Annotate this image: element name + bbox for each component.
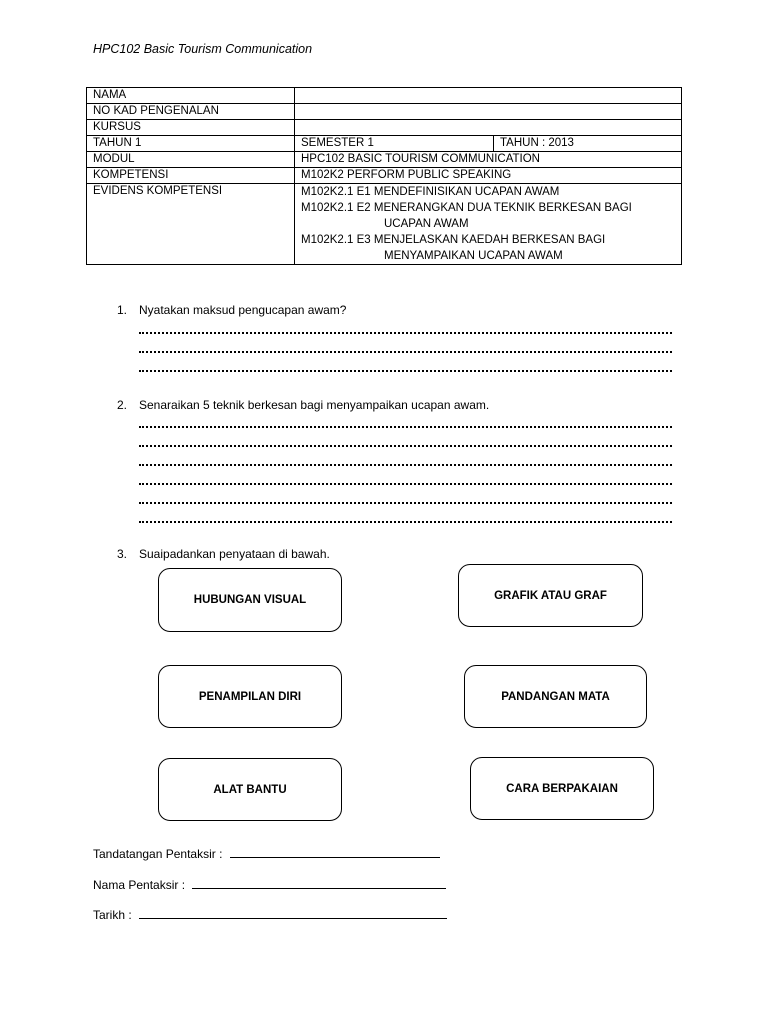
kompetensi-label: KOMPETENSI: [87, 168, 295, 184]
student-info-table: [86, 87, 682, 265]
question-text: Suaipadankan penyataan di bawah.: [139, 547, 330, 561]
semester-cell: SEMESTER 1: [295, 136, 494, 152]
evidens-line: MENYAMPAIKAN UCAPAN AWAM: [384, 250, 563, 262]
kursus-label: KURSUS: [87, 120, 295, 136]
match-box-right-3[interactable]: CARA BERPAKAIAN: [470, 757, 654, 820]
question-number: 3.: [117, 547, 128, 561]
question-text: Senaraikan 5 teknik berkesan bagi menyampaikan ucapan awam.: [139, 398, 490, 412]
evidens-value: [295, 184, 682, 265]
table-row: [87, 104, 682, 120]
tarikh-field[interactable]: [139, 907, 447, 919]
answer-line[interactable]: [139, 496, 672, 504]
tahun-year-cell: TAHUN : 2013: [494, 136, 682, 152]
match-box-left-3[interactable]: ALAT BANTU: [158, 758, 342, 821]
match-box-left-1[interactable]: HUBUNGAN VISUAL: [158, 568, 342, 632]
table-row: [87, 120, 682, 136]
kursus-field[interactable]: [295, 120, 682, 136]
evidens-line: UCAPAN AWAM: [384, 218, 469, 230]
match-box-left-2[interactable]: PENAMPILAN DIRI: [158, 665, 342, 728]
ic-field[interactable]: [295, 104, 682, 120]
match-box-right-1[interactable]: GRAFIK ATAU GRAF: [458, 564, 643, 627]
tandatangan-label: Tandatangan Pentaksir :: [93, 847, 223, 861]
tandatangan-row: [93, 846, 440, 861]
table-row: [87, 88, 682, 104]
answer-line[interactable]: [139, 515, 672, 523]
table-row: [87, 152, 682, 168]
question-text: Nyatakan maksud pengucapan awam?: [139, 303, 347, 317]
tarikh-row: [93, 907, 447, 922]
nama-pentaksir-row: [93, 877, 446, 892]
evidens-line: M102K2.1 E2 MENERANGKAN DUA TEKNIK BERKESAN BAGI: [301, 202, 632, 214]
tahun-label: TAHUN 1: [87, 136, 295, 152]
tarikh-label: Tarikh :: [93, 908, 132, 922]
table-row: [87, 168, 682, 184]
document-header-title: HPC102 Basic Tourism Communication: [93, 42, 313, 56]
table-row: [87, 184, 682, 265]
question-number: 1.: [117, 303, 128, 317]
nama-pentaksir-label: Nama Pentaksir :: [93, 878, 186, 892]
kompetensi-value: M102K2 PERFORM PUBLIC SPEAKING: [295, 168, 682, 184]
answer-line[interactable]: [139, 420, 672, 428]
modul-value: HPC102 BASIC TOURISM COMMUNICATION: [295, 152, 682, 168]
answer-line[interactable]: [139, 326, 672, 334]
answer-line[interactable]: [139, 458, 672, 466]
answer-line[interactable]: [139, 345, 672, 353]
evidens-label: EVIDENS KOMPETENSI: [87, 184, 295, 265]
evidens-line: M102K2.1 E3 MENJELASKAN KAEDAH BERKESAN BAGI: [301, 234, 606, 246]
table-row: [87, 136, 682, 152]
answer-line[interactable]: [139, 364, 672, 372]
question-number: 2.: [117, 398, 128, 412]
answer-line[interactable]: [139, 439, 672, 447]
nama-label: NAMA: [87, 88, 295, 104]
tandatangan-field[interactable]: [230, 846, 440, 858]
modul-label: MODUL: [87, 152, 295, 168]
nama-field[interactable]: [295, 88, 682, 104]
nama-pentaksir-field[interactable]: [192, 877, 446, 889]
evidens-line: M102K2.1 E1 MENDEFINISIKAN UCAPAN AWAM: [301, 186, 560, 198]
match-box-right-2[interactable]: PANDANGAN MATA: [464, 665, 647, 728]
answer-line[interactable]: [139, 477, 672, 485]
ic-label: NO KAD PENGENALAN: [87, 104, 295, 120]
